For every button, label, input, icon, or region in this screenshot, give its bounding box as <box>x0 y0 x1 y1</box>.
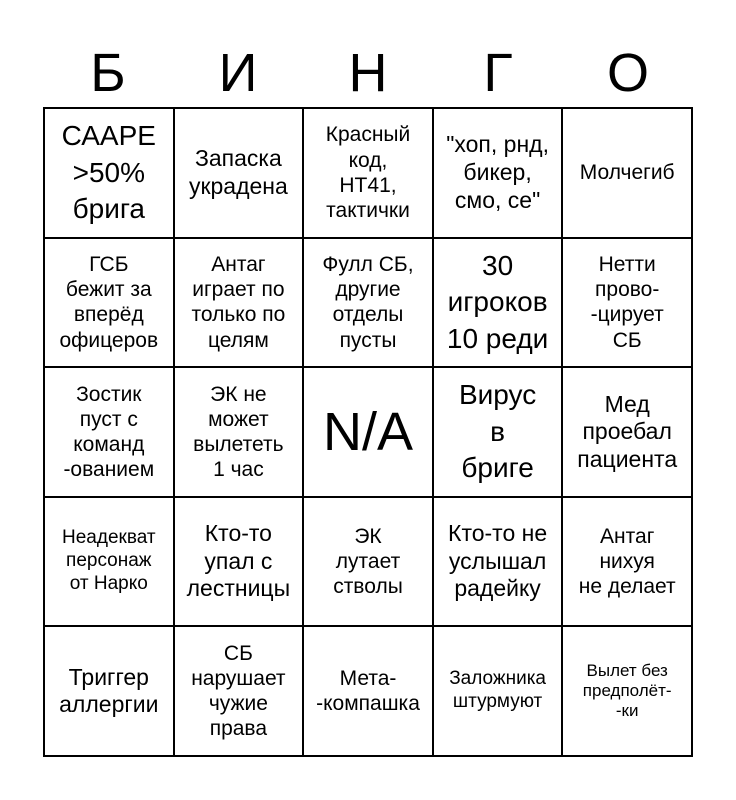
bingo-cell[interactable] <box>174 367 304 497</box>
bingo-cell-text: СБ нарушает чужие права <box>191 641 286 741</box>
title-letter-o: О <box>606 43 649 103</box>
bingo-cell-text: Триггер аллергии <box>59 663 159 718</box>
bingo-cell-text: 30 игроков 10 реди <box>446 249 549 354</box>
bingo-cell-text: N/A <box>322 401 413 462</box>
bingo-cell-text: Мед проебал пациента <box>577 390 678 472</box>
bingo-cell[interactable] <box>433 497 563 627</box>
title-letter-n: Н <box>348 43 388 103</box>
bingo-cell-text: Кто-то упал с лестницы <box>186 520 291 602</box>
bingo-cell-text: ЭК лутает стволы <box>333 524 403 599</box>
bingo-cell[interactable] <box>44 626 174 756</box>
bingo-cell[interactable] <box>44 108 174 238</box>
bingo-cell[interactable] <box>303 626 433 756</box>
bingo-cell[interactable] <box>433 367 563 497</box>
bingo-cell-text: Молчегиб <box>579 161 675 185</box>
bingo-cell-text: Зостик пуст с команд -ованием <box>63 382 155 482</box>
bingo-cell[interactable] <box>433 238 563 368</box>
bingo-cell[interactable] <box>562 626 692 756</box>
bingo-free-cell[interactable] <box>303 367 433 497</box>
bingo-cell[interactable] <box>303 108 433 238</box>
title-letter-b: Б <box>90 43 126 103</box>
bingo-cell[interactable] <box>174 238 304 368</box>
bingo-cell[interactable] <box>433 626 563 756</box>
bingo-cell[interactable] <box>174 497 304 627</box>
bingo-cell-text: Запаска украдена <box>188 145 288 199</box>
bingo-cell-text: Вирус в бриге <box>458 379 537 484</box>
bingo-cell[interactable] <box>303 238 433 368</box>
bingo-cell-text: СААРЕ >50% брига <box>61 120 156 224</box>
title-letter-g: Г <box>483 43 513 103</box>
bingo-cell[interactable] <box>44 367 174 497</box>
bingo-cell[interactable] <box>303 497 433 627</box>
bingo-cell[interactable] <box>44 238 174 368</box>
bingo-cell-text: "хоп, рнд, бикер, смо, се" <box>446 131 549 213</box>
bingo-cell-text: ЭК не может вылететь 1 час <box>193 382 284 482</box>
bingo-cell-text: Мета- -компашка <box>316 667 420 716</box>
bingo-cell-text: Вылет без предполёт- -ки <box>582 660 672 721</box>
bingo-cell[interactable] <box>562 497 692 627</box>
bingo-cell-text: Антаг нихуя не делает <box>578 524 676 599</box>
bingo-cell[interactable] <box>562 108 692 238</box>
bingo-cell[interactable] <box>174 626 304 756</box>
bingo-cell[interactable] <box>433 108 563 238</box>
bingo-cell-text: Заложника штурмуют <box>449 668 546 713</box>
bingo-cell[interactable] <box>562 238 692 368</box>
bingo-cell-text: Красный код, НТ41, тактички <box>325 123 411 222</box>
bingo-title <box>43 38 693 108</box>
bingo-cell-text: Нетти прово- -цирует СБ <box>590 253 664 352</box>
bingo-cell[interactable] <box>562 367 692 497</box>
bingo-cell-text: Кто-то не услышал радейку <box>448 520 548 602</box>
bingo-cell-text: Фулл СБ, другие отделы пусты <box>322 253 414 352</box>
title-letter-i: И <box>218 43 258 103</box>
bingo-cell-text: Неадекват персонаж от Нарко <box>62 527 156 594</box>
bingo-cell[interactable] <box>44 497 174 627</box>
bingo-cell-text: ГСБ бежит за вперёд офицеров <box>59 253 159 352</box>
bingo-cell[interactable] <box>174 108 304 238</box>
bingo-cell-text: Антаг играет по только по целям <box>191 253 286 352</box>
bingo-card <box>43 107 693 757</box>
